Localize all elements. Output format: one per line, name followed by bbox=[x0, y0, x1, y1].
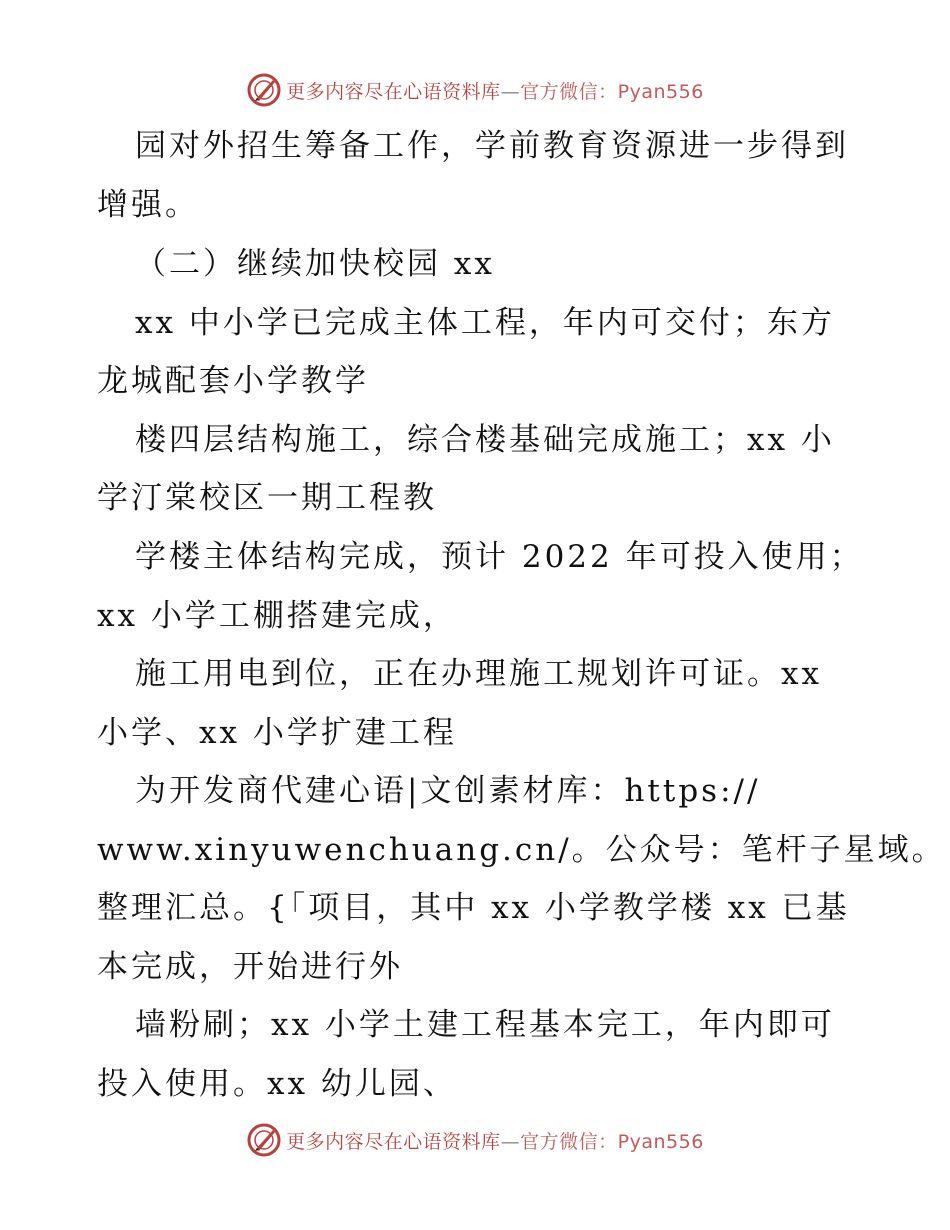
paragraph-line: 墙粉刷；xx 小学土建工程基本完工，年内即可 bbox=[135, 1007, 835, 1043]
paragraph-line: 施工用电到位，正在办理施工规划许可证。xx bbox=[135, 656, 822, 692]
paragraph-line: 为开发商代建心语|文创素材库：https:// bbox=[135, 773, 761, 809]
quill-pen-logo-icon bbox=[246, 72, 282, 108]
header-banner bbox=[0, 70, 950, 110]
paragraph-line: xx 小学工棚搭建完成， bbox=[97, 598, 457, 634]
paragraph-line: 增强。 bbox=[97, 187, 199, 223]
footer-banner-wechat: 官方微信：Pyan556 bbox=[520, 1130, 704, 1153]
paragraph-line: www.xinyuwenchuang.cn/。公众号：笔杆子星域。 bbox=[97, 832, 946, 868]
footer-banner-text bbox=[286, 1127, 704, 1154]
header-banner-dash: — bbox=[500, 80, 521, 103]
paragraph-line: 学楼主体结构完成，预计 2022 年可投入使用； bbox=[135, 539, 864, 575]
header-banner-wechat: 官方微信：Pyan556 bbox=[520, 80, 704, 103]
footer-banner-dash: — bbox=[500, 1130, 521, 1153]
paragraph-line: 小学、xx 小学扩建工程 bbox=[97, 715, 457, 751]
footer-banner bbox=[0, 1120, 950, 1160]
quill-pen-logo-icon bbox=[246, 1122, 282, 1158]
paragraph-line: xx 中小学已完成主体工程，年内可交付；东方 bbox=[135, 305, 835, 341]
paragraph-line: 园对外招生筹备工作，学前教育资源进一步得到 bbox=[135, 128, 849, 164]
paragraph-line: 整理汇总。{「项目，其中 xx 小学教学楼 xx 已基 bbox=[97, 890, 850, 926]
paragraph-line: 本完成，开始进行外 bbox=[97, 949, 403, 985]
paragraph-line: 投入使用。xx 幼儿园、 bbox=[97, 1066, 457, 1102]
section-heading: （二）继续加快校园 xx bbox=[135, 246, 495, 282]
paragraph-line: 楼四层结构施工，综合楼基础完成施工；xx 小 bbox=[135, 422, 835, 458]
paragraph-line: 学汀棠校区一期工程教 bbox=[97, 480, 437, 516]
paragraph-line: 龙城配套小学教学 bbox=[97, 363, 369, 399]
header-banner-main: 更多内容尽在心语资料库 bbox=[286, 80, 501, 103]
header-banner-text bbox=[286, 77, 704, 104]
footer-banner-main: 更多内容尽在心语资料库 bbox=[286, 1130, 501, 1153]
